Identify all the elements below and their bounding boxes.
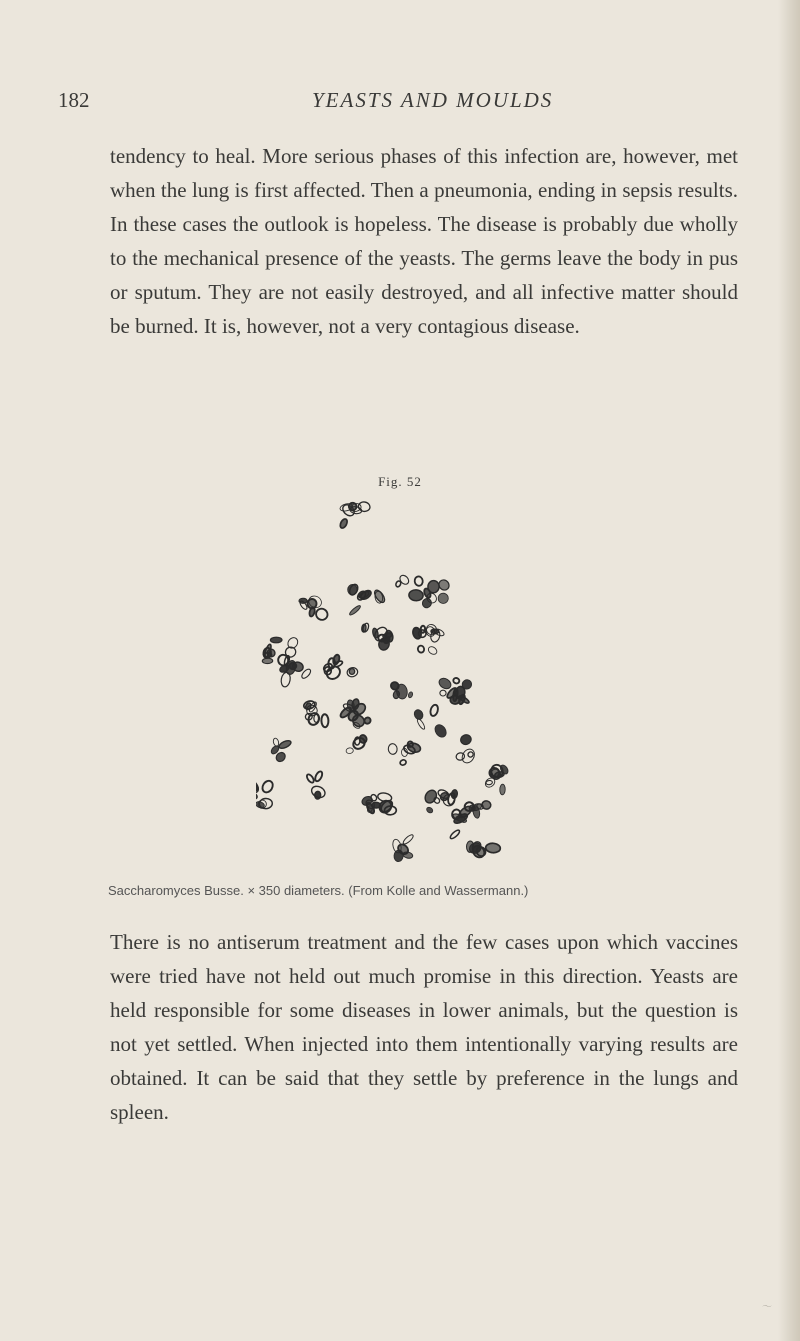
figure-label: Fig. 52 <box>378 474 422 489</box>
yeast-cell <box>349 669 355 675</box>
yeast-cell <box>346 747 354 754</box>
yeast-cell <box>486 780 493 785</box>
yeast-cell <box>289 662 297 670</box>
yeast-cell <box>408 691 414 698</box>
yeast-cell <box>500 784 506 795</box>
running-head: YEASTS AND MOULDS <box>312 88 554 112</box>
yeast-cell <box>449 829 461 840</box>
page-edge-shadow <box>778 0 800 1341</box>
yeast-cell <box>426 806 434 814</box>
yeast-cell <box>414 576 423 587</box>
yeast-cell <box>262 658 273 664</box>
figure-caption: Saccharomyces Busse. × 350 diameters. (From Kolle and Wassermann.) <box>108 883 529 898</box>
yeast-cell <box>339 518 349 529</box>
paragraph-2: There is no antiserum treatment and the few cases upon which vaccines were tried have not held out much promise in this direction. Yeasts are held responsible for some diseases in lower animals, but the question is not yet settled. When injected into them intentionally varying results are obtained. It can be said that they settle by preference in the lungs and spleen. <box>110 930 738 1124</box>
yeast-cell <box>314 770 324 782</box>
yeast-cell <box>457 804 473 819</box>
yeast-cell <box>402 851 413 859</box>
yeast-cell <box>358 501 371 512</box>
page-number: 182 <box>58 88 90 112</box>
yeast-cells <box>256 501 510 862</box>
yeast-cell <box>260 779 274 794</box>
yeast-cell <box>399 759 407 766</box>
yeast-cell <box>278 654 289 666</box>
yeast-cell <box>280 672 291 688</box>
yeast-cell <box>306 773 315 784</box>
paragraph-1: tendency to heal. More serious phases of this infection are, however, met when the lung is first affected. Then a pneumonia, ending in sepsis results. In these cases the outlook is hopeless. The disease is probably due wholly to the mechanical presence of the yeasts. The germs leave the body in pus or sputum. They are not easily destroyed, and all infective matter should be burned. It is, however, not a very contagious disease. <box>110 144 738 338</box>
yeast-cell <box>349 604 362 616</box>
yeast-cell <box>429 704 439 717</box>
yeast-cell <box>315 791 321 799</box>
yeast-cell <box>452 677 460 684</box>
yeast-cell <box>437 676 453 691</box>
yeast-cell <box>402 833 415 845</box>
yeast-cell <box>436 591 450 605</box>
yeast-cell <box>361 624 366 632</box>
yeast-cell <box>416 718 426 730</box>
yeast-cell <box>409 589 424 601</box>
yeast-cell <box>270 637 282 643</box>
yeast-cell <box>467 751 474 758</box>
yeast-cell <box>459 733 472 746</box>
yeast-cell <box>417 645 425 653</box>
yeast-cell <box>413 708 425 721</box>
yeast-cell <box>485 843 500 853</box>
printer-mark: 〜 <box>762 1302 772 1313</box>
yeast-cell <box>427 645 438 656</box>
yeast-cell <box>278 739 292 750</box>
yeast-cell <box>427 580 439 593</box>
yeast-cell <box>388 743 398 754</box>
yeast-cell <box>314 607 330 622</box>
yeast-cell <box>321 714 328 727</box>
yeast-cell <box>440 690 446 696</box>
micrograph-figure <box>256 500 556 865</box>
yeast-cell <box>437 578 451 592</box>
yeast-cell <box>433 723 449 740</box>
yeast-cell <box>347 584 357 595</box>
